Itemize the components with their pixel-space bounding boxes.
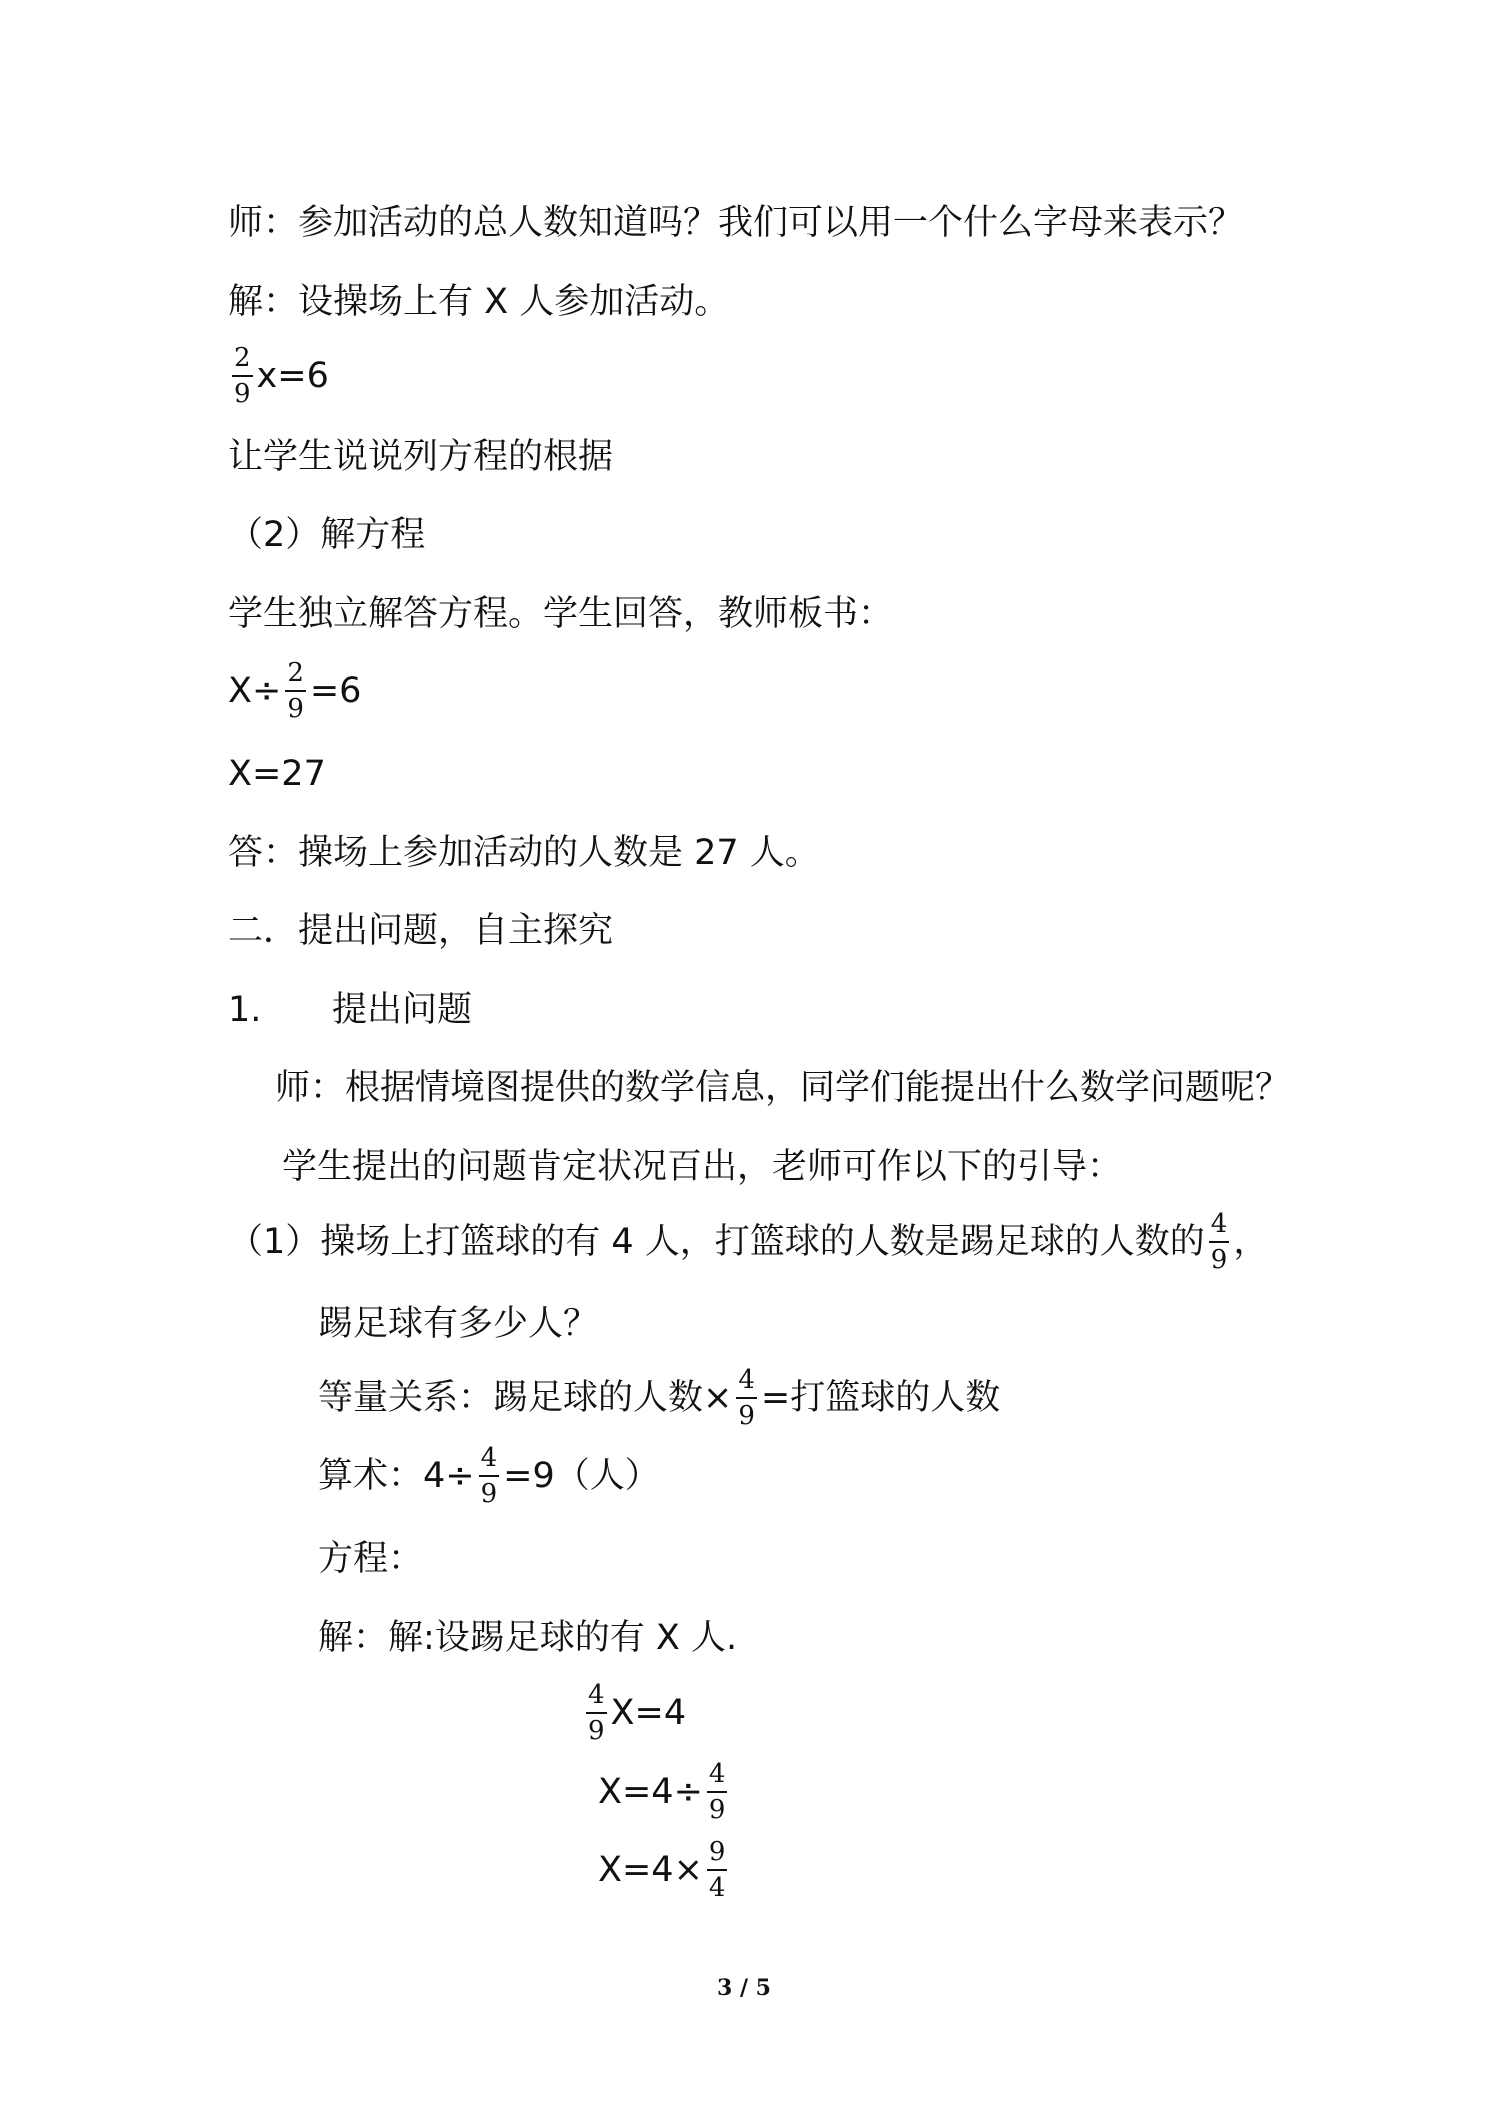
text-line: 踢足球有多少人？ [318,1304,599,1344]
equation-line: 等量关系：踢足球的人数× $\frac{4}{9}$ =打篮球的人数 [318,1365,1001,1431]
section-heading: 二．提出问题，自主探究 [228,911,614,951]
page-number: 3 / 5 [717,1975,771,2001]
fraction: $\frac{4}{9}$ [480,1443,498,1509]
equation-line: X=4÷ $\frac{4}{9}$ [598,1759,726,1825]
equation-line: $\frac{2}{9}$ x=6 [234,343,329,409]
fraction: $\frac{9}{4}$ [708,1837,726,1903]
equation-line: $\frac{4}{9}$ X=4 [588,1680,687,1746]
fraction: $\frac{2}{9}$ [234,343,251,409]
fraction: $\frac{4}{9}$ [588,1680,605,1746]
equation-line: 算术：4÷ $\frac{4}{9}$ =9（人） [318,1443,660,1509]
text-line: 答：操场上参加活动的人数是 27 人。 [228,833,820,873]
fraction: $\frac{4}{9}$ [738,1365,755,1431]
fraction: $\frac{2}{9}$ [287,658,304,724]
text-line: 方程： [318,1539,424,1579]
text-line: （2）解方程 [228,515,426,555]
text-line: 师：参加活动的总人数知道吗？我们可以用一个什么字母来表示？ [228,203,1244,243]
fraction: $\frac{4}{9}$ [708,1759,726,1825]
text-line: 解：解:设踢足球的有 X 人. [318,1618,738,1658]
equation-line: X=4× $\frac{9}{4}$ [598,1837,726,1903]
question-line: （1）操场上打篮球的有 4 人，打篮球的人数是踢足球的人数的 $\frac{4}{9}$ ， [228,1209,1269,1275]
text-line: 解：设操场上有 X 人参加活动。 [228,282,730,322]
fraction: $\frac{4}{9}$ [1210,1209,1228,1275]
text-line: 学生提出的问题肯定状况百出，老师可作以下的引导： [282,1147,1123,1187]
equation-line: X÷ $\frac{2}{9}$ =6 [228,658,362,724]
equation-line: X=27 [228,754,326,794]
text-line: 让学生说说列方程的根据 [228,437,614,477]
list-item: 1. 提出问题 [228,990,473,1030]
text-line: 学生独立解答方程。学生回答，教师板书： [228,594,894,634]
text-line: 师：根据情境图提供的数学信息，同学们能提出什么数学问题呢？ [275,1068,1291,1108]
